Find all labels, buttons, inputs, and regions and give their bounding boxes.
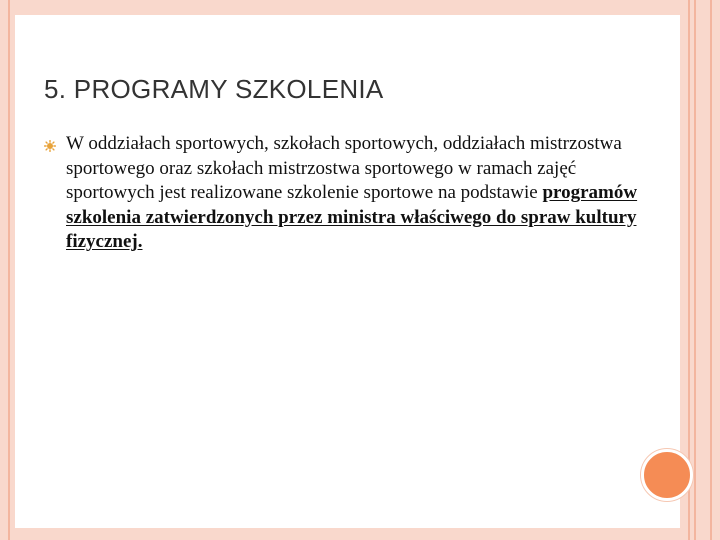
orange-circle-icon [641,449,693,501]
sun-bullet-icon [44,140,56,152]
border-top [0,0,720,15]
right-rule-line-3 [710,0,712,540]
bullet-emphasis-text: programów szkolenia zatwierdzonych przez ministra właściwego do spraw kultury fizycznej. [66,182,638,253]
bullet-text: W oddziałach sportowych, szkołach sportowych, oddziałach mistrzostwa sportowego oraz szkołach mistrzostwa sportowego w ramach zajęć sportowych jest realizowane szkolenie sportowe na podstawie [66,133,622,204]
right-rule-line-2 [694,0,696,540]
bullet-paragraph [66,132,646,255]
border-bottom [0,528,720,540]
left-rule-line [8,0,10,540]
slide-title: 5. PROGRAMY SZKOLENIA [44,74,384,104]
